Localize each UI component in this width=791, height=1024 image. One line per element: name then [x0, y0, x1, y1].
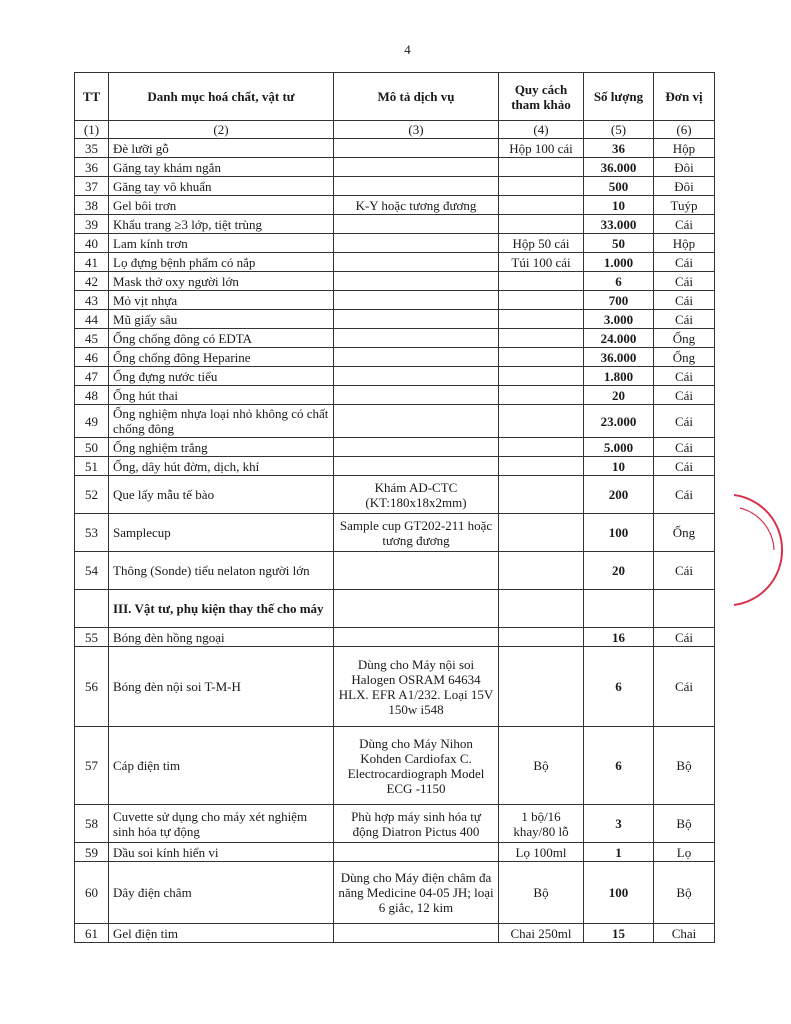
table-row — [75, 628, 715, 647]
item-quantity: 23.000 — [584, 405, 654, 438]
item-spec: Bộ — [499, 727, 584, 805]
item-name: Gel bôi trơn — [109, 196, 334, 215]
item-spec — [499, 272, 584, 291]
item-quantity: 16 — [584, 628, 654, 647]
item-spec: Lọ 100ml — [499, 843, 584, 862]
item-unit: Cái — [654, 647, 715, 727]
item-unit: Cái — [654, 310, 715, 329]
item-spec — [499, 158, 584, 177]
index-cell: (5) — [584, 121, 654, 139]
red-stamp-fragment — [724, 490, 784, 610]
item-quantity: 1.000 — [584, 253, 654, 272]
item-quantity: 3 — [584, 805, 654, 843]
item-unit: Ống — [654, 514, 715, 552]
item-quantity: 6 — [584, 647, 654, 727]
item-unit: Cái — [654, 367, 715, 386]
item-unit: Bộ — [654, 805, 715, 843]
item-name: Găng tay vô khuẩn — [109, 177, 334, 196]
row-number: 60 — [75, 862, 109, 924]
item-spec: Hộp 50 cái — [499, 234, 584, 253]
item-spec — [499, 196, 584, 215]
item-unit: Cái — [654, 552, 715, 590]
item-description — [334, 158, 499, 177]
item-spec — [499, 438, 584, 457]
row-number: 57 — [75, 727, 109, 805]
item-unit: Cái — [654, 476, 715, 514]
header-unit: Đơn vị — [654, 73, 715, 121]
table-row — [75, 348, 715, 367]
item-quantity: 20 — [584, 552, 654, 590]
item-quantity: 5.000 — [584, 438, 654, 457]
table-row — [75, 367, 715, 386]
table-row — [75, 158, 715, 177]
table-row — [75, 438, 715, 457]
item-quantity: 500 — [584, 177, 654, 196]
row-number: 46 — [75, 348, 109, 367]
item-spec — [499, 386, 584, 405]
item-name: Ống nghiệm nhựa loại nhỏ không có chất chống đông — [109, 405, 334, 438]
row-number: 35 — [75, 139, 109, 158]
item-name: Thông (Sonde) tiểu nelaton người lớn — [109, 552, 334, 590]
item-spec — [499, 348, 584, 367]
item-name: Găng tay khám ngắn — [109, 158, 334, 177]
item-unit: Lọ — [654, 843, 715, 862]
table-row — [75, 924, 715, 943]
item-description — [334, 628, 499, 647]
item-unit: Chai — [654, 924, 715, 943]
item-name: Mỏ vịt nhựa — [109, 291, 334, 310]
item-quantity: 100 — [584, 862, 654, 924]
item-name: Bóng đèn nội soi T-M-H — [109, 647, 334, 727]
item-description — [334, 348, 499, 367]
index-cell: (2) — [109, 121, 334, 139]
row-number: 37 — [75, 177, 109, 196]
item-name: Ống đựng nước tiểu — [109, 367, 334, 386]
item-quantity: 36.000 — [584, 158, 654, 177]
item-description — [334, 272, 499, 291]
row-number: 45 — [75, 329, 109, 348]
table-row — [75, 862, 715, 924]
item-unit: Bộ — [654, 862, 715, 924]
item-quantity: 1 — [584, 843, 654, 862]
header-desc: Mô tả dịch vụ — [334, 73, 499, 121]
item-quantity: 50 — [584, 234, 654, 253]
row-number: 59 — [75, 843, 109, 862]
row-number: 40 — [75, 234, 109, 253]
item-quantity: 33.000 — [584, 215, 654, 234]
item-unit: Đôi — [654, 177, 715, 196]
item-description: Phù hợp máy sinh hóa tự động Diatron Pictus 400 — [334, 805, 499, 843]
item-spec — [499, 457, 584, 476]
table-row — [75, 805, 715, 843]
index-cell: (6) — [654, 121, 715, 139]
item-name: Mũ giấy sâu — [109, 310, 334, 329]
item-quantity: 100 — [584, 514, 654, 552]
item-quantity: 6 — [584, 727, 654, 805]
item-spec: Chai 250ml — [499, 924, 584, 943]
item-description — [334, 215, 499, 234]
section-empty — [654, 590, 715, 628]
row-number: 43 — [75, 291, 109, 310]
item-name: Gel điện tim — [109, 924, 334, 943]
row-number: 52 — [75, 476, 109, 514]
page-number: 4 — [404, 42, 411, 57]
item-name: Đè lưỡi gỗ — [109, 139, 334, 158]
index-row — [75, 121, 715, 139]
table-row — [75, 514, 715, 552]
item-spec: 1 bộ/16 khay/80 lỗ — [499, 805, 584, 843]
header-row — [75, 73, 715, 121]
item-unit: Tuýp — [654, 196, 715, 215]
table-row — [75, 457, 715, 476]
item-description — [334, 310, 499, 329]
item-name: Samplecup — [109, 514, 334, 552]
item-quantity: 6 — [584, 272, 654, 291]
table-row — [75, 405, 715, 438]
item-description — [334, 253, 499, 272]
table-row — [75, 253, 715, 272]
item-description — [334, 843, 499, 862]
row-number: 47 — [75, 367, 109, 386]
item-description — [334, 438, 499, 457]
table-row — [75, 177, 715, 196]
item-description: Khám AD-CTC (KT:180x18x2mm) — [334, 476, 499, 514]
row-number: 54 — [75, 552, 109, 590]
item-spec — [499, 647, 584, 727]
item-spec — [499, 514, 584, 552]
item-unit: Hộp — [654, 139, 715, 158]
table-row — [75, 386, 715, 405]
item-name: Lam kính trơn — [109, 234, 334, 253]
item-spec: Hộp 100 cái — [499, 139, 584, 158]
item-spec — [499, 291, 584, 310]
item-description — [334, 177, 499, 196]
table-row — [75, 329, 715, 348]
item-description — [334, 234, 499, 253]
item-unit: Cái — [654, 628, 715, 647]
table-row — [75, 291, 715, 310]
section-title: III. Vật tư, phụ kiện thay thế cho máy — [109, 590, 334, 628]
row-number: 49 — [75, 405, 109, 438]
item-description — [334, 367, 499, 386]
item-quantity: 1.800 — [584, 367, 654, 386]
row-number: 42 — [75, 272, 109, 291]
section-empty — [75, 590, 109, 628]
item-unit: Cái — [654, 291, 715, 310]
item-spec — [499, 405, 584, 438]
table-row — [75, 843, 715, 862]
item-quantity: 3.000 — [584, 310, 654, 329]
item-spec — [499, 215, 584, 234]
item-unit: Bộ — [654, 727, 715, 805]
table-row — [75, 647, 715, 727]
table-row — [75, 215, 715, 234]
item-unit: Cái — [654, 386, 715, 405]
row-number: 36 — [75, 158, 109, 177]
item-name: Dây điện châm — [109, 862, 334, 924]
item-name: Bóng đèn hồng ngoại — [109, 628, 334, 647]
item-description — [334, 386, 499, 405]
supplies-table — [74, 72, 715, 943]
item-description — [334, 457, 499, 476]
item-unit: Cái — [654, 215, 715, 234]
row-number: 58 — [75, 805, 109, 843]
table-row — [75, 552, 715, 590]
row-number: 53 — [75, 514, 109, 552]
item-spec — [499, 476, 584, 514]
table-row — [75, 727, 715, 805]
table-row — [75, 234, 715, 253]
item-quantity: 24.000 — [584, 329, 654, 348]
item-quantity: 36.000 — [584, 348, 654, 367]
item-description: Dùng cho Máy nội soi Halogen OSRAM 64634 HLX. EFR A1/232. Loại 15V 150w i548 — [334, 647, 499, 727]
section-empty — [334, 590, 499, 628]
item-spec — [499, 367, 584, 386]
item-unit: Cái — [654, 272, 715, 291]
item-unit: Đôi — [654, 158, 715, 177]
table-row — [75, 272, 715, 291]
header-qty: Số lượng — [584, 73, 654, 121]
section-empty — [499, 590, 584, 628]
header-name: Danh mục hoá chất, vật tư — [109, 73, 334, 121]
table-body — [75, 121, 715, 943]
item-spec — [499, 177, 584, 196]
header-tt: TT — [75, 73, 109, 121]
row-number: 44 — [75, 310, 109, 329]
index-cell: (1) — [75, 121, 109, 139]
item-name: Dầu soi kính hiển vi — [109, 843, 334, 862]
item-name: Ống hút thai — [109, 386, 334, 405]
item-spec — [499, 329, 584, 348]
table-row — [75, 196, 715, 215]
item-unit: Ống — [654, 329, 715, 348]
row-number: 41 — [75, 253, 109, 272]
item-name: Que lấy mẫu tế bào — [109, 476, 334, 514]
row-number: 48 — [75, 386, 109, 405]
item-quantity: 15 — [584, 924, 654, 943]
row-number: 55 — [75, 628, 109, 647]
item-name: Mask thở oxy người lớn — [109, 272, 334, 291]
item-quantity: 20 — [584, 386, 654, 405]
row-number: 51 — [75, 457, 109, 476]
item-description: Dùng cho Máy điện châm đa năng Medicine 04-05 JH; loại 6 giắc, 12 kim — [334, 862, 499, 924]
item-description: Sample cup GT202-211 hoặc tương đương — [334, 514, 499, 552]
section-row — [75, 590, 715, 628]
section-empty — [584, 590, 654, 628]
item-name: Cáp điện tim — [109, 727, 334, 805]
item-quantity: 10 — [584, 457, 654, 476]
item-unit: Ống — [654, 348, 715, 367]
item-quantity: 10 — [584, 196, 654, 215]
item-description — [334, 924, 499, 943]
index-cell: (3) — [334, 121, 499, 139]
item-description — [334, 552, 499, 590]
row-number: 38 — [75, 196, 109, 215]
item-unit: Cái — [654, 405, 715, 438]
item-unit: Cái — [654, 438, 715, 457]
item-quantity: 36 — [584, 139, 654, 158]
item-name: Lọ đựng bệnh phẩm có nắp — [109, 253, 334, 272]
item-name: Cuvette sử dụng cho máy xét nghiệm sinh hóa tự động — [109, 805, 334, 843]
item-spec: Bộ — [499, 862, 584, 924]
item-unit: Hộp — [654, 234, 715, 253]
row-number: 39 — [75, 215, 109, 234]
item-description — [334, 291, 499, 310]
item-spec — [499, 628, 584, 647]
table-row — [75, 476, 715, 514]
item-description — [334, 139, 499, 158]
item-description — [334, 405, 499, 438]
item-unit: Cái — [654, 457, 715, 476]
item-name: Khẩu trang ≥3 lớp, tiệt trùng — [109, 215, 334, 234]
item-quantity: 200 — [584, 476, 654, 514]
header-spec: Quy cách tham khảo — [499, 73, 584, 121]
row-number: 56 — [75, 647, 109, 727]
item-description: Dùng cho Máy Nihon Kohden Cardiofax C. Electrocardiograph Model ECG -1150 — [334, 727, 499, 805]
table-row — [75, 139, 715, 158]
item-spec — [499, 552, 584, 590]
row-number: 61 — [75, 924, 109, 943]
item-name: Ống chống đông có EDTA — [109, 329, 334, 348]
item-quantity: 700 — [584, 291, 654, 310]
item-name: Ống, dây hút đờm, dịch, khí — [109, 457, 334, 476]
index-cell: (4) — [499, 121, 584, 139]
item-spec — [499, 310, 584, 329]
item-description: K-Y hoặc tương đương — [334, 196, 499, 215]
item-unit: Cái — [654, 253, 715, 272]
item-spec: Túi 100 cái — [499, 253, 584, 272]
row-number: 50 — [75, 438, 109, 457]
table-row — [75, 310, 715, 329]
item-name: Ống chống đông Heparine — [109, 348, 334, 367]
item-name: Ống nghiệm trắng — [109, 438, 334, 457]
item-description — [334, 329, 499, 348]
